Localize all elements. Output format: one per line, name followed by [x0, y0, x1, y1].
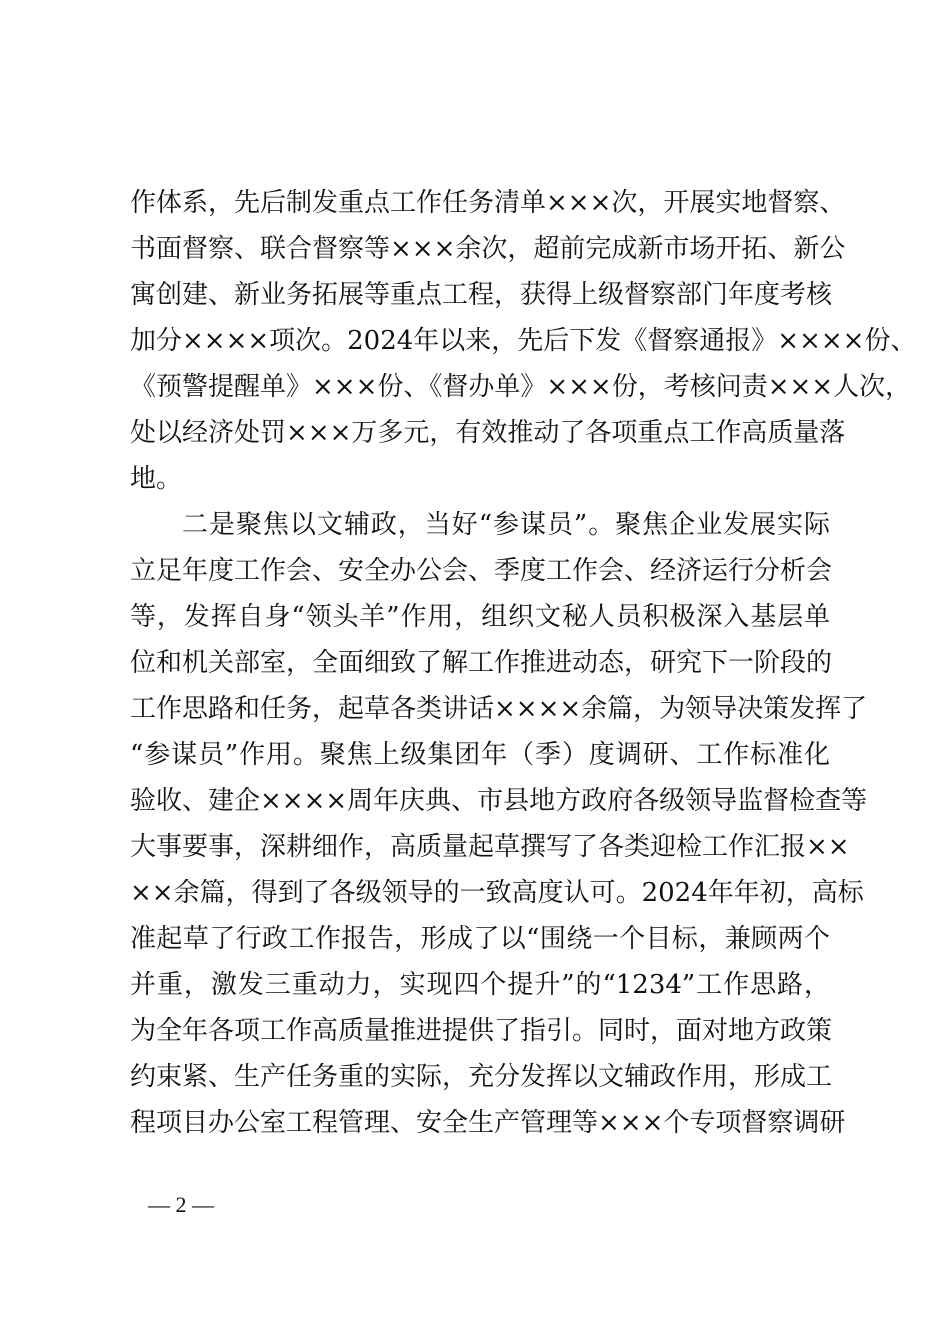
text-line: 程项目办公室工程管理、安全生产管理等×××个专项督察调研 [130, 1108, 846, 1138]
text-line: 约束紧、生产任务重的实际，充分发挥以文辅政作用，形成工 [130, 1062, 833, 1092]
text-line: “参谋员”作用。聚焦上级集团年（季）度调研、工作标准化 [130, 740, 830, 770]
text-line: 验收、建企××××周年庆典、市县地方政府各级领导监督检查等 [130, 786, 868, 816]
text-line: 书面督察、联合督察等×××余次，超前完成新市场开拓、新公 [130, 234, 846, 264]
text-line: 准起草了行政工作报告，形成了以“围绕一个目标，兼顾两个 [130, 924, 830, 954]
text-line: 加分××××项次。2024年以来，先后下发《督察通报》××××份、 [130, 326, 917, 356]
text-line: 二是聚焦以文辅政，当好“参谋员”。聚焦企业发展实际 [182, 510, 830, 540]
text-line: 地。 [130, 464, 183, 494]
text-line: 《预警提醒单》×××份、《督办单》×××份，考核问责×××人次， [130, 372, 912, 402]
text-line: 大事要事，深耕细作，高质量起草撰写了各类迎检工作汇报×× [130, 832, 850, 862]
text-line: 立足年度工作会、安全办公会、季度工作会、经济运行分析会 [130, 556, 833, 586]
text-line: 位和机关部室，全面细致了解工作推进动态，研究下一阶段的 [130, 648, 833, 678]
page-number: — 2 — [148, 1192, 214, 1217]
text-line: 工作思路和任务，起草各类讲话××××余篇，为领导决策发挥了 [130, 694, 868, 724]
text-line: 为全年各项工作高质量推进提供了指引。同时，面对地方政策 [130, 1016, 833, 1046]
text-line: 寓创建、新业务拓展等重点工程，获得上级督察部门年度考核 [130, 280, 833, 310]
text-line: 处以经济处罚×××万多元，有效推动了各项重点工作高质量落 [130, 418, 846, 448]
text-line: ××余篇，得到了各级领导的一致高度认可。2024年年初，高标 [130, 878, 864, 908]
text-line: 作体系，先后制发重点工作任务清单×××次，开展实地督察、 [130, 188, 846, 218]
text-line: 并重，激发三重动力，实现四个提升”的“1234”工作思路， [130, 970, 830, 1000]
text-line: 等，发挥自身“领头羊”作用，组织文秘人员积极深入基层单 [130, 602, 830, 632]
